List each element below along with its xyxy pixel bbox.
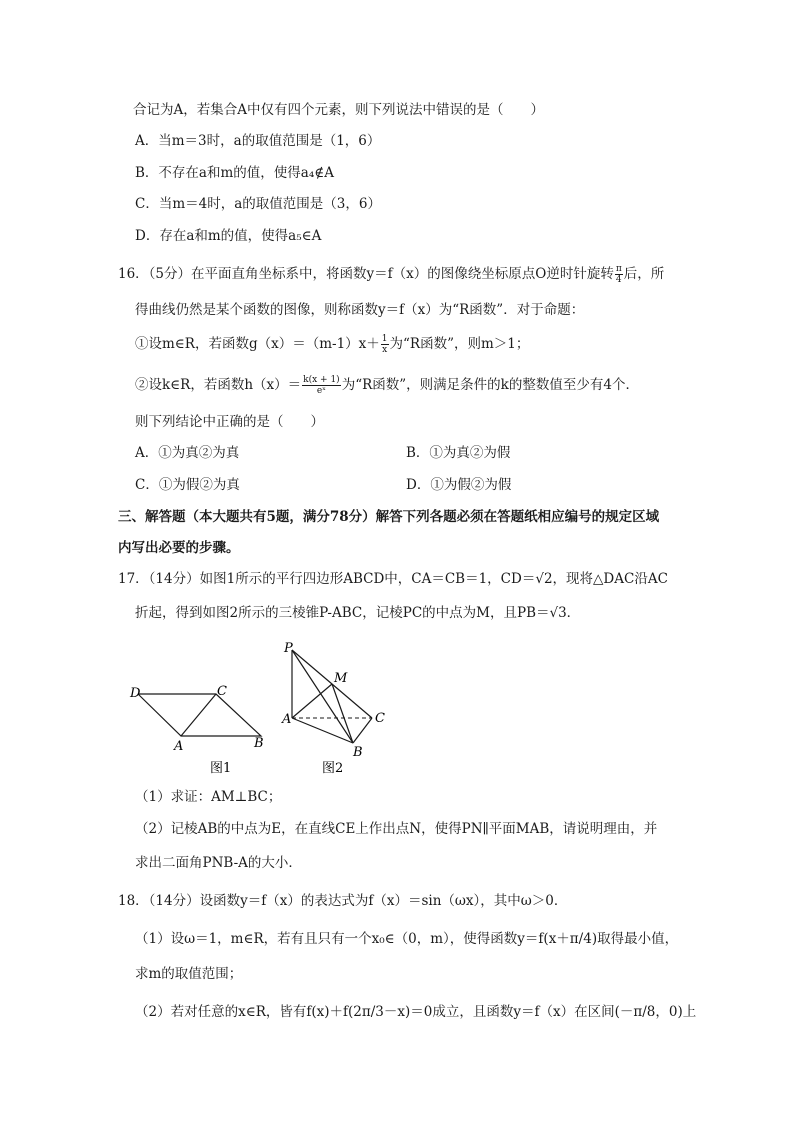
q18-part1-line1: （1）设ω＝1，m∈R，若有且只有一个x₀∈（0，m），使得函数y＝f(x＋π/4)取得最小值， — [135, 931, 679, 947]
figure-1-parallelogram — [126, 680, 276, 780]
q16-line1-a: 16．（5分）在平面直角坐标系中，将函数y＝f（x）的图像绕坐标原点O逆时针旋转 — [118, 266, 614, 282]
fig1-label-b: B — [254, 736, 264, 751]
q16-proposition-1 — [135, 334, 529, 355]
fig2-label-c: C — [375, 711, 385, 726]
fig2-label-b: B — [353, 745, 363, 760]
q15-option-c: C．当m＝4时，a的取值范围是（3，6） — [135, 196, 381, 212]
fig2-caption: 图2 — [322, 761, 344, 776]
section3-heading-line1: 三、解答题（本大题共有5题，满分78分）解答下列各题必须在答题纸相应编号的规定区域 — [118, 509, 660, 525]
section3-heading-line2: 内写出必要的步骤。 — [118, 540, 240, 556]
q16-rotation-fraction — [615, 264, 623, 285]
q16-line1 — [118, 264, 664, 285]
q16-p1-b: 为“R函数”，则m＞1； — [389, 336, 530, 352]
fig2-label-m: M — [334, 671, 348, 686]
fig2-label-p: P — [284, 641, 293, 656]
q15-option-a: A．当m＝3时，a的取值范围是（1，6） — [135, 133, 381, 149]
fig1-label-d: D — [130, 686, 141, 701]
q16-p2-b: 为“R函数”，则满足条件的k的整数值至少有4个． — [341, 377, 639, 393]
edge-ab — [292, 718, 353, 743]
q16-option-d: D．①为假②为假 — [406, 477, 512, 493]
q16-p2-a: ②设k∈R，若函数h（x）＝ — [135, 377, 302, 393]
fig2-label-a: A — [282, 712, 292, 727]
q17-part1: （1）求证：AM⊥BC； — [135, 789, 282, 805]
fig1-label-c: C — [217, 684, 227, 699]
q18-line1: 18．（14分）设函数y＝f（x）的表达式为f（x）＝sin（ωx），其中ω＞0． — [118, 893, 568, 909]
q16-p2-num: k(x + 1) — [303, 375, 340, 385]
q16-p2-den: eˣ — [316, 386, 326, 396]
q17-line1: 17．（14分）如图1所示的平行四边形ABCD中，CA＝CB＝1，CD＝√2，现将△DAC沿AC — [118, 571, 668, 587]
q15-option-d: D．存在a和m的值，使得a₅∈A — [135, 228, 322, 244]
q17-part2-line1: （2）记棱AB的中点为E，在直线CE上作出点N，使得PN∥平面MAB，请说明理由，并 — [135, 821, 658, 837]
diagonal-ac — [181, 694, 216, 736]
q16-proposition-2 — [135, 375, 639, 396]
q16-p1-den: x — [382, 345, 388, 355]
q16-ask: 则下列结论中正确的是（ ） — [135, 414, 324, 430]
edge-bc — [353, 718, 372, 743]
q16-p1-a: ①设m∈R，若函数g（x）＝（m-1）x＋ — [135, 336, 380, 352]
q16-line1-b: 后，所 — [623, 266, 665, 282]
figure-2-tetrahedron — [280, 640, 390, 780]
q17-line2: 折起，得到如图2所示的三棱锥P-ABC，记棱PC的中点为M，且PB＝√3． — [135, 605, 581, 621]
q16-rot-den: 4 — [615, 275, 622, 285]
fig1-caption: 图1 — [210, 761, 232, 776]
q16-p1-fraction — [381, 334, 389, 355]
q16-option-c: C．①为假②为真 — [135, 477, 240, 493]
q16-option-b: B．①为真②为假 — [406, 445, 511, 461]
fig1-label-a: A — [174, 739, 184, 754]
parallelogram-outline — [138, 694, 261, 736]
q17-part2-line2: 求出二面角PNB-A的大小． — [135, 855, 302, 871]
q16-option-a: A．①为真②为真 — [135, 445, 240, 461]
q16-line2: 得曲线仍然是某个函数的图像，则称函数y＝f（x）为“R函数”．对于命题： — [135, 302, 585, 318]
q15-stem: 合记为A，若集合A中仅有四个元素，则下列说法中错误的是（ ） — [133, 102, 544, 118]
q15-option-b: B．不存在a和m的值，使得a₄∉A — [135, 165, 334, 181]
q18-part1-line2: 求m的取值范围； — [135, 966, 243, 982]
edge-pb — [292, 650, 353, 743]
q16-rot-num: π — [615, 264, 622, 274]
q16-p1-num: 1 — [381, 334, 388, 344]
q16-p2-fraction — [302, 375, 341, 396]
q18-part2-line1: （2）若对任意的x∈R，皆有f(x)＋f(2π/3－x)＝0成立，且函数y＝f（x）在区间(－π/8，0)上 — [135, 1004, 697, 1020]
